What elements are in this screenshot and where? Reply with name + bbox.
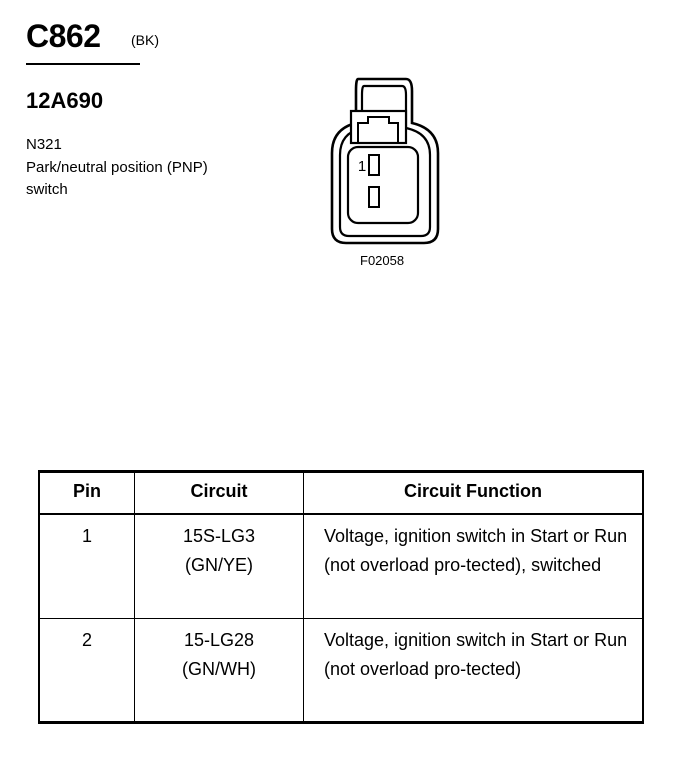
table-row (39, 514, 643, 618)
circuit-cell (135, 514, 304, 618)
wire-color: (GN/YE) (184, 555, 253, 575)
pinout-table (38, 470, 644, 724)
pin-1-cavity (369, 155, 379, 175)
pin-cell: 1 (39, 514, 135, 618)
wire-color: (GN/WH) (182, 658, 256, 679)
circuit-function-cell: Voltage, ignition switch in Start or Run (not overload pro-tected) (304, 618, 644, 722)
header-circuit: Circuit (135, 472, 304, 515)
connector-id: C862 (26, 18, 101, 54)
table-row (39, 618, 643, 722)
pin-1-label: 1 (357, 158, 367, 175)
connector-inner-housing (340, 86, 430, 236)
header-pin: Pin (39, 472, 135, 515)
title-rule (26, 63, 140, 65)
circuit-cell (135, 618, 304, 722)
component-name: Park/neutral position (PNP) switch (26, 159, 208, 198)
circuit-function-cell: Voltage, ignition switch in Start or Run (not overload pro-tected), switched (304, 514, 644, 618)
circuit-number: 15-LG28 (183, 629, 255, 650)
part-number: 12A690 (26, 88, 104, 113)
table-header-row (39, 472, 643, 515)
color-code: (BK) (131, 32, 159, 48)
figure-code: F02058 (360, 253, 405, 268)
pin-2-cavity (369, 187, 379, 207)
header-circuit-function: Circuit Function (304, 472, 644, 515)
connector-face-diagram (328, 77, 440, 247)
pin-cell: 2 (39, 618, 135, 722)
circuit-number: 15S-LG3 (182, 526, 256, 546)
component-code: N321 (26, 136, 62, 153)
